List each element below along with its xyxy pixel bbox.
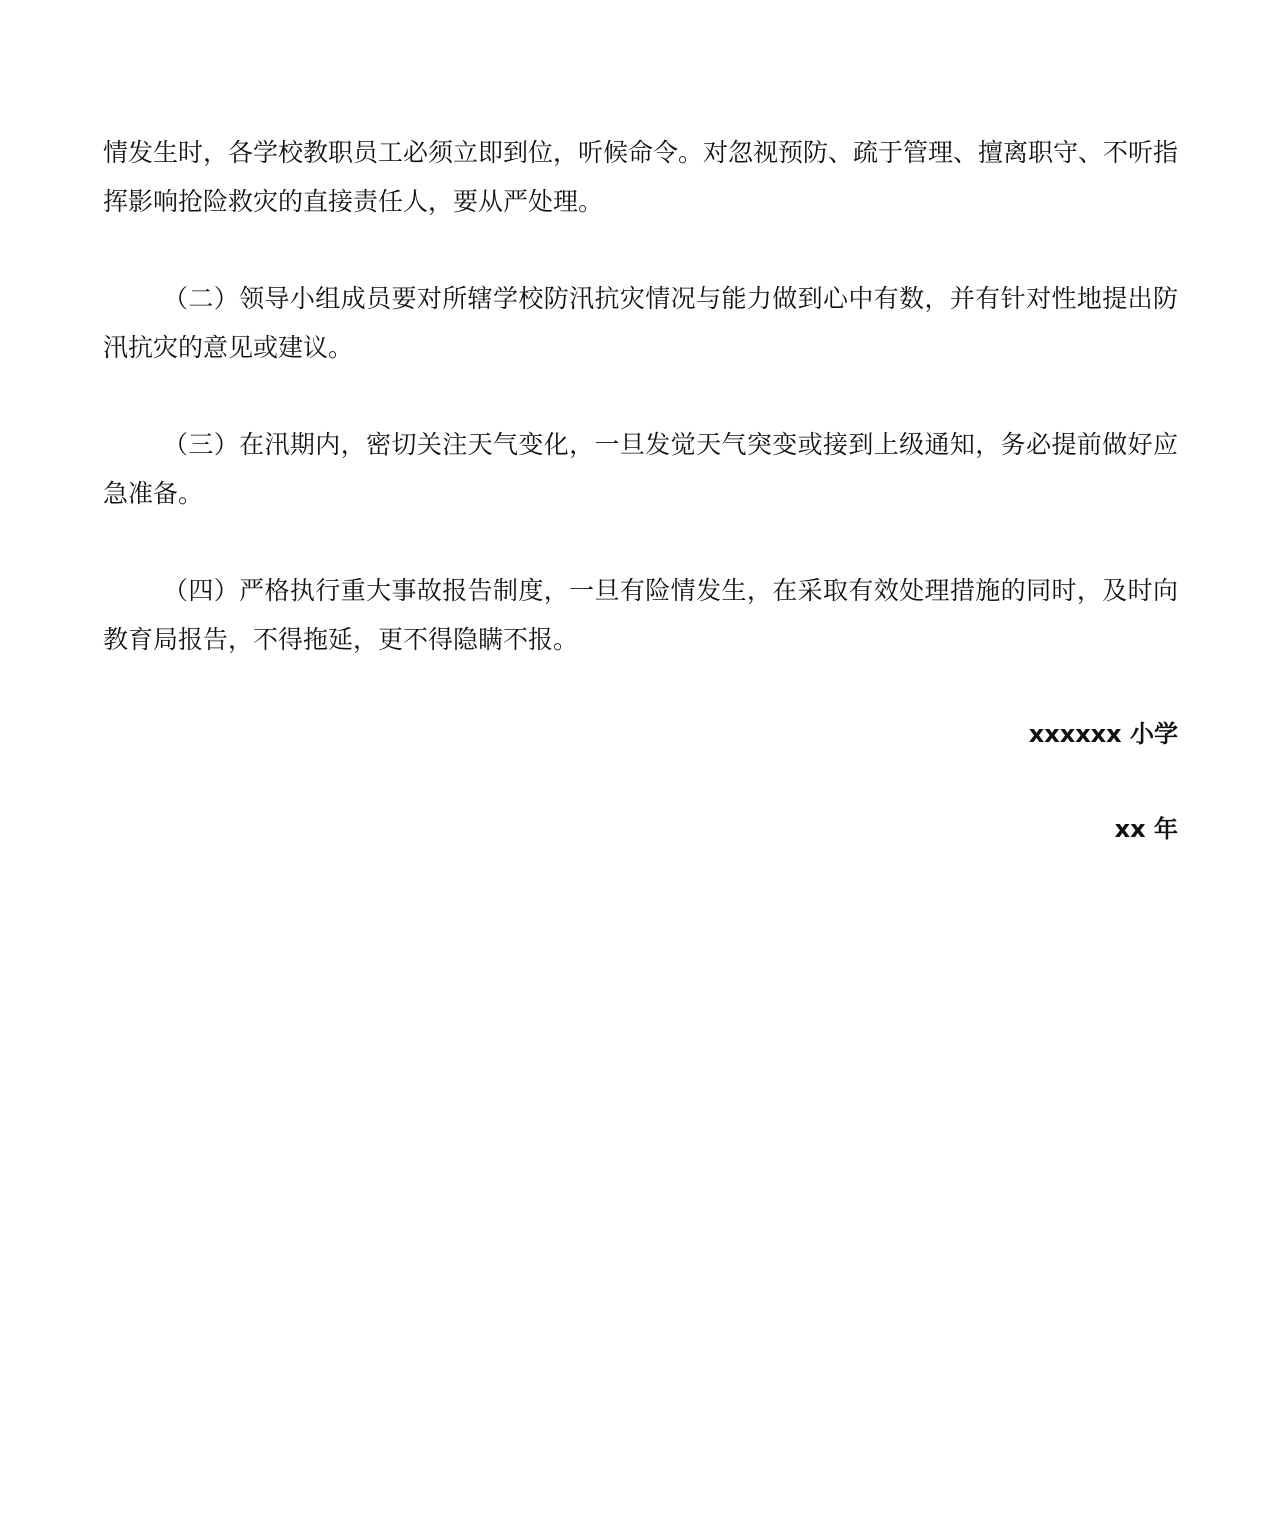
paragraph-item-3: （三）在汛期内，密切关注天气变化，一旦发觉天气突变或接到上级通知，务必提前做好应急准备。: [103, 430, 1178, 508]
signature-year: xx 年: [1114, 815, 1178, 843]
paragraph-item-2: （二）领导小组成员要对所辖学校防汛抗灾情况与能力做到心中有数，并有针对性地提出防汛抗灾的意见或建议。: [103, 284, 1178, 362]
paragraph-continuation: 情发生时，各学校教职员工必须立即到位，听候命令。对忽视预防、疏于管理、擅离职守、不听指挥影响抢险救灾的直接责任人，要从严处理。: [103, 138, 1179, 216]
document-body: [103, 128, 1178, 664]
signature-school: xxxxxx 小学: [1028, 720, 1178, 748]
paragraph-item-4: （四）严格执行重大事故报告制度，一旦有险情发生，在采取有效处理措施的同时，及时向教育局报告，不得拖延，更不得隐瞒不报。: [103, 576, 1178, 654]
